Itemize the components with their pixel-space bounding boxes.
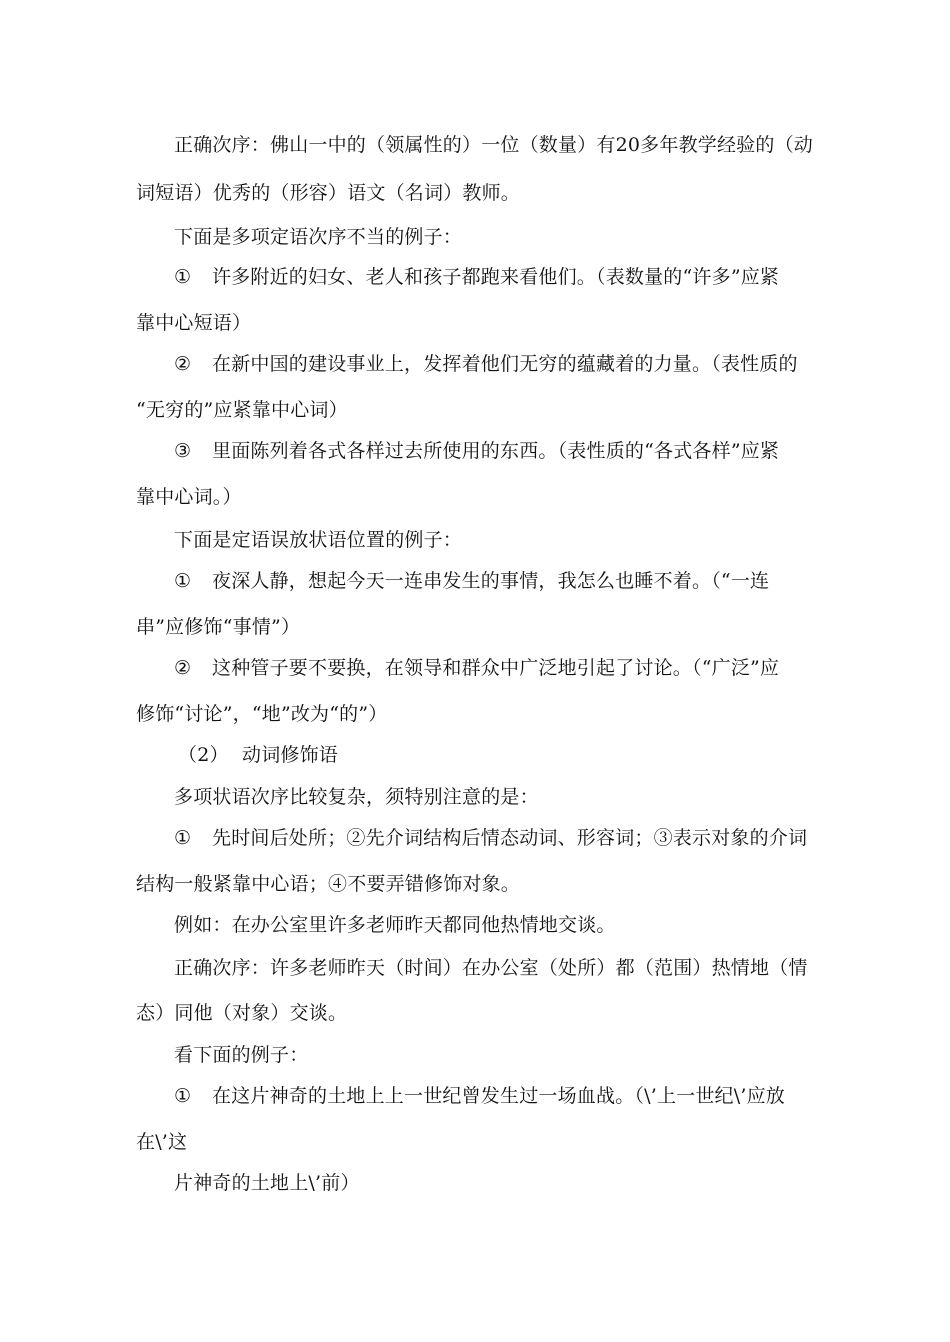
- paragraph-line: 多项状语次序比较复杂，须特别注意的是：: [174, 786, 539, 808]
- paragraph-line: 词短语）优秀的（形容）语文（名词）教师。: [136, 182, 521, 204]
- paragraph-line: 看下面的例子：: [174, 1044, 309, 1066]
- paragraph-line: 靠中心词。）: [136, 486, 242, 508]
- paragraph-line: “无穷的”应紧靠中心词）: [136, 399, 348, 421]
- item-number: ①: [174, 827, 192, 849]
- paragraph-line: 态）同他（对象）交谈。: [136, 1002, 348, 1024]
- paragraph-line: 在\’这: [136, 1131, 188, 1153]
- list-item: ③ 里面陈列着各式各样过去所使用的东西。（表性质的“各式各样”应紧: [174, 440, 780, 462]
- item-number: ②: [174, 353, 192, 375]
- paragraph-line: 下面是多项定语次序不当的例子：: [174, 226, 463, 248]
- item-number: ①: [174, 266, 192, 288]
- paragraph-line: 正确次序：佛山一中的（领属性的）一位（数量）有20多年教学经验的（动: [174, 134, 813, 156]
- list-item: ② 这种管子要不要换，在领导和群众中广泛地引起了讨论。（“广泛”应: [174, 657, 780, 679]
- section-number: （2）: [178, 744, 229, 766]
- paragraph-line: 串”应修饰“事情”）: [136, 616, 301, 638]
- paragraph-line: 靠中心短语）: [136, 312, 252, 334]
- list-item: ① 在这片神奇的土地上上一世纪曾发生过一场血战。（\’上一世纪\’应放: [174, 1085, 785, 1107]
- paragraph-line: 例如：在办公室里许多老师昨天都同他热情地交谈。: [174, 914, 616, 936]
- item-number: ②: [174, 657, 192, 679]
- list-item: ① 夜深人静，想起今天一连串发生的事情，我怎么也睡不着。（“一连: [174, 570, 770, 592]
- paragraph-line: 下面是定语误放状语位置的例子：: [174, 529, 463, 551]
- paragraph-line: 片神奇的土地上\’前）: [174, 1172, 360, 1194]
- list-item: ① 许多附近的妇女、老人和孩子都跑来看他们。（表数量的“许多”应紧: [174, 266, 780, 288]
- section-heading: （2） 动词修饰语: [174, 742, 816, 768]
- paragraph-line: 修饰“讨论”，“地”改为“的”）: [136, 703, 388, 725]
- list-item: ② 在新中国的建设事业上，发挥着他们无穷的蕴藏着的力量。（表性质的: [174, 353, 798, 375]
- item-number: ③: [174, 440, 192, 462]
- paragraph-line: 正确次序：许多老师昨天（时间）在办公室（处所）都（范围）热情地（情: [174, 957, 808, 979]
- item-number: ①: [174, 570, 192, 592]
- list-item: ① 先时间后处所；②先介词结构后情态动词、形容词；③表示对象的介词: [174, 827, 808, 849]
- paragraph-line: 结构一般紧靠中心语；④不要弄错修饰对象。: [136, 873, 521, 895]
- item-number: ①: [174, 1085, 192, 1107]
